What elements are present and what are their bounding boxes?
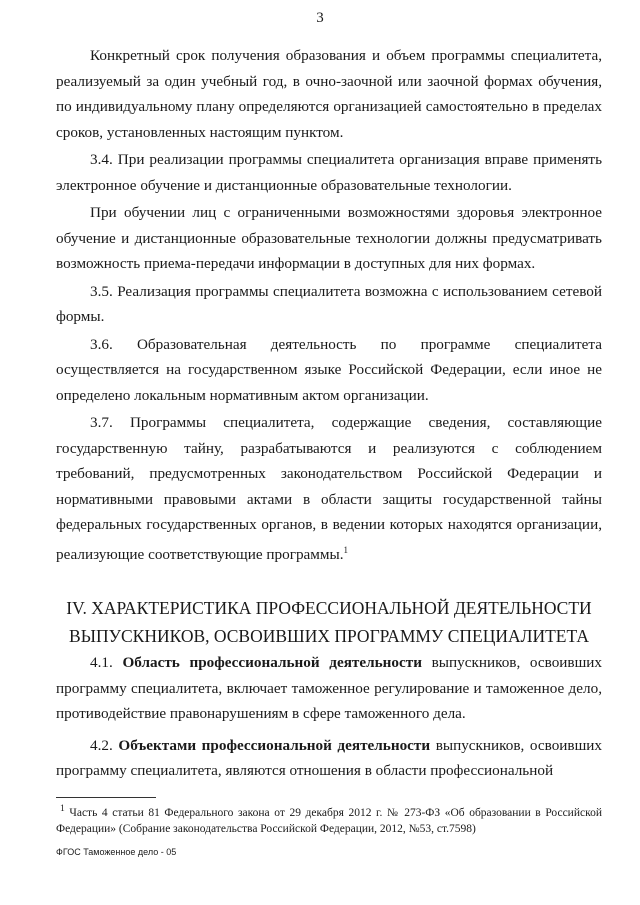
paragraph-4-1 <box>56 650 602 727</box>
page-footer: ФГОС Таможенное дело - 05 <box>56 847 177 857</box>
paragraph-4-2-number: 4.2. <box>90 736 119 754</box>
paragraph-3-4: 3.4. При реализации программы специалитета организация вправе применять электронное обучение и дистанционные образовательные технологии. <box>56 151 602 194</box>
footnote-text: Часть 4 статьи 81 Федерального закона от 29 декабря 2012 г. № 273-ФЗ «Об образовании в Российской Федерации» (Собрание законодательства Российской Федерации, 2012, №53, ст.7598) <box>56 806 602 835</box>
footnote <box>56 801 602 837</box>
paragraph-term-duration: Конкретный срок получения образования и объем программы специалитета, реализуемый за один учебный год, в очно-заочной или заочной формах обучения, по индивидуальному плану определяются организацией самостоятельно в пределах сроков, установленных настоящим пунктом. <box>56 47 602 141</box>
paragraph-3-6: 3.6. Образовательная деятельность по программе специалитета осуществляется на государственном языке Российской Федерации, если иное не определено локальным нормативным актом организации. <box>56 335 602 404</box>
paragraph-disabilities: При обучении лиц с ограниченными возможностями здоровья электронное обучение и дистанционные образовательные технологии должны предусматривать возможность приема-передачи информации в доступных для них формах. <box>56 204 602 272</box>
paragraph-3-7 <box>56 410 602 567</box>
footnote-divider <box>56 797 156 798</box>
section-heading-line-2: ВЫПУСКНИКОВ, ОСВОИВШИХ ПРОГРАММУ СПЕЦИАЛИТЕТА <box>69 626 589 646</box>
body-text <box>56 43 602 567</box>
paragraph-4-1-number: 4.1. <box>90 654 123 671</box>
section-heading <box>56 594 602 650</box>
paragraph-4-2-text: выпускников, освоивших программу специалитета, являются отношения в области профессиональной <box>56 736 603 779</box>
paragraph-3-7-text: 3.7. Программы специалитета, содержащие сведения, составляющие государственную тайну, разрабатываются и реализуются с соблюдением требований, предусмотренных законодательством Российской Федерации и нормативными правовыми актами в области защиты государственной тайны федеральных государственных органов, в ведении которых находятся организации, реализующие соответствующие программы. <box>56 414 602 563</box>
paragraph-3-5: 3.5. Реализация программы специалитета возможна с использованием сетевой формы. <box>56 282 602 325</box>
paragraph-4-1-term: Область профессиональной деятельности <box>122 654 422 671</box>
page-number: 3 <box>316 10 324 26</box>
paragraph-4-1-text: выпускников, освоивших программу специалитета, включает таможенное регулирование и таможенное дело, противодействие правонарушениям в сфере таможенного дела. <box>56 654 603 722</box>
footnote-mark: 1 <box>60 803 65 814</box>
paragraph-4-2-term: Объектами профессиональной деятельности <box>118 736 431 754</box>
paragraph-4-2 <box>56 733 602 784</box>
footnote-reference[interactable]: 1 <box>343 544 349 555</box>
section-4-text <box>56 650 602 784</box>
footnote-text-block <box>56 801 602 837</box>
section-heading-line-1: IV. ХАРАКТЕРИСТИКА ПРОФЕССИОНАЛЬНОЙ ДЕЯТЕЛЬНОСТИ <box>66 598 592 618</box>
